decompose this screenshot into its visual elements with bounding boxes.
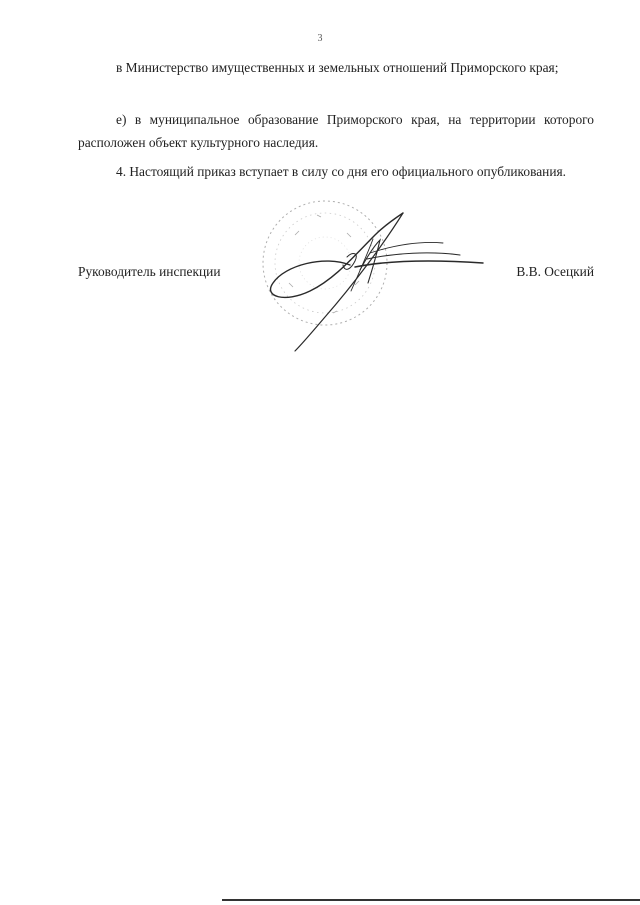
paragraph-ministry: в Министерство имущественных и земельных отношений Приморского края; [116, 60, 559, 75]
signer-name: В.В. Осецкий [516, 264, 594, 279]
page-bottom-divider [222, 899, 640, 901]
signer-position: Руководитель инспекции [78, 264, 221, 279]
page-number: 3 [317, 33, 323, 44]
paragraph-effective-date: 4. Настоящий приказ вступает в силу со дня его официального опубликования. [116, 164, 566, 179]
signature-block [78, 260, 594, 284]
paragraph-municipality: е) в муниципальное образование Приморского края, на территории которого расположен объект культурного наследия. [78, 112, 594, 150]
